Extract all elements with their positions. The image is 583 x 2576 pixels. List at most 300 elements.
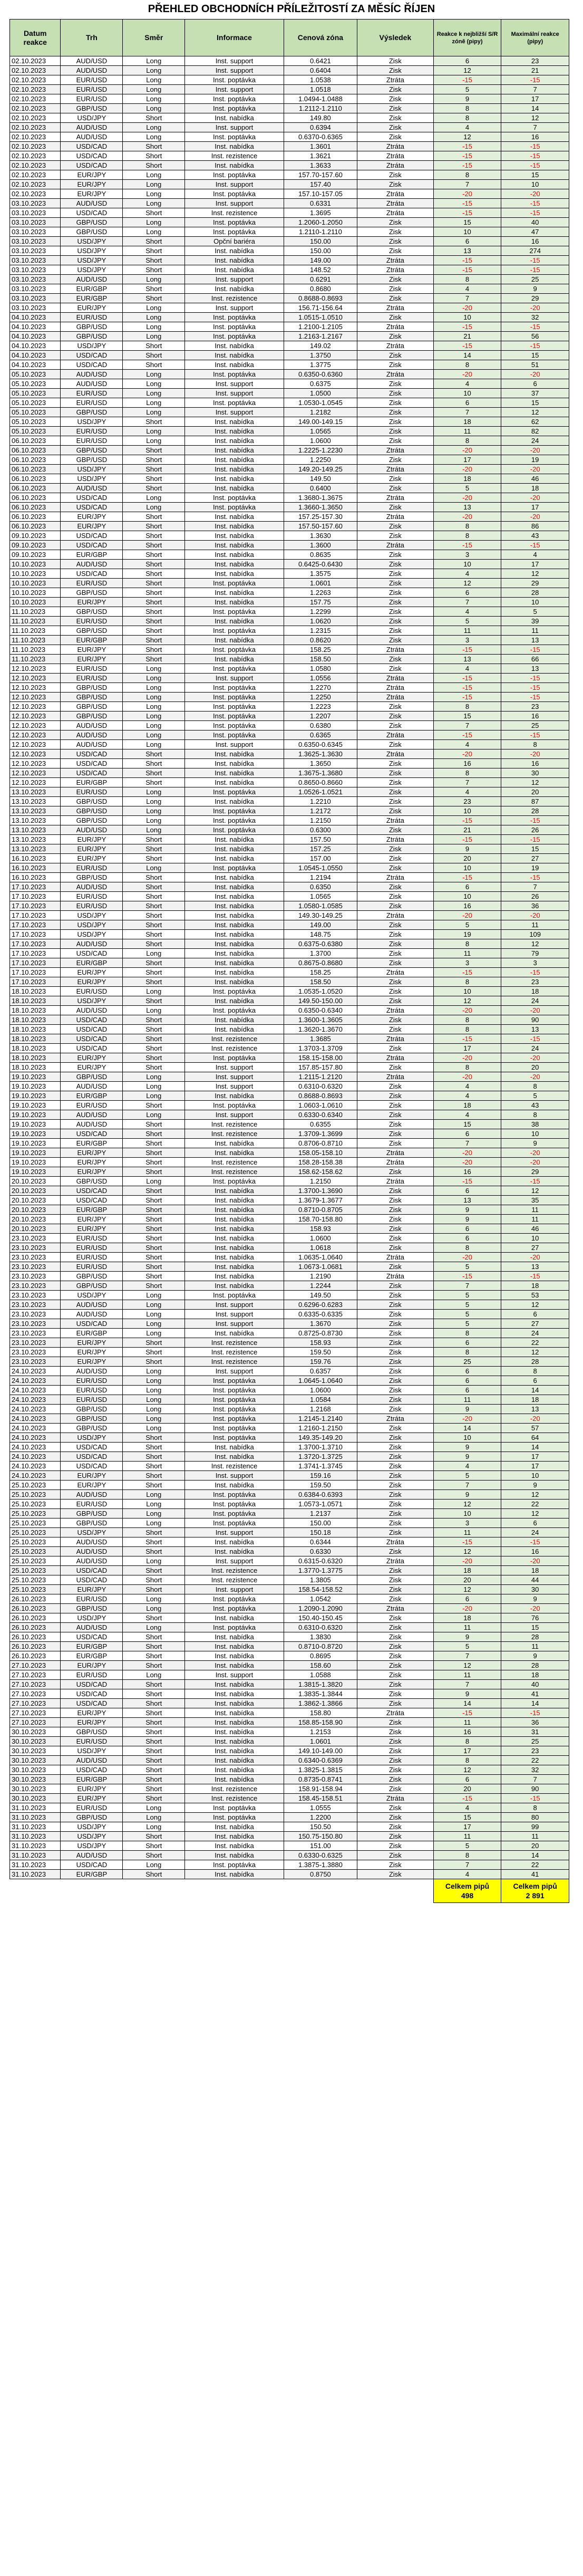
cell-date: 05.10.2023	[10, 379, 61, 389]
cell-max-reaction: 62	[501, 417, 569, 427]
cell-result: Zisk	[357, 113, 434, 123]
cell-date: 06.10.2023	[10, 493, 61, 503]
cell-info: Inst. nabídka	[185, 427, 284, 436]
cell-max-reaction: -20	[501, 1053, 569, 1063]
cell-info: Inst. nabídka	[185, 655, 284, 664]
cell-nearest-reaction: 12	[433, 1585, 501, 1594]
cell-info: Inst. poptávka	[185, 1177, 284, 1186]
cell-max-reaction: 27	[501, 854, 569, 863]
cell-result: Zisk	[357, 218, 434, 227]
cell-market: USD/JPY	[61, 113, 123, 123]
cell-nearest-reaction: -15	[433, 968, 501, 977]
cell-market: USD/CAD	[61, 1443, 123, 1452]
cell-max-reaction: 51	[501, 360, 569, 370]
cell-price-zone: 1.0584	[284, 1395, 357, 1405]
cell-date: 05.10.2023	[10, 398, 61, 408]
cell-price-zone: 151.00	[284, 1841, 357, 1851]
header-date: Datum reakce	[10, 20, 61, 56]
table-row	[10, 569, 569, 579]
cell-info: Inst. poptávka	[185, 1500, 284, 1509]
cell-nearest-reaction: 10	[433, 806, 501, 816]
table-row	[10, 522, 569, 531]
cell-direction: Short	[123, 1528, 185, 1537]
cell-result: Zisk	[357, 484, 434, 493]
cell-date: 20.10.2023	[10, 1177, 61, 1186]
cell-max-reaction: 57	[501, 1424, 569, 1433]
table-row	[10, 284, 569, 294]
cell-price-zone: 158.70-158.80	[284, 1215, 357, 1224]
cell-market: USD/CAD	[61, 360, 123, 370]
cell-info: Inst. poptávka	[185, 607, 284, 617]
cell-nearest-reaction: 8	[433, 1851, 501, 1860]
cell-date: 25.10.2023	[10, 1566, 61, 1575]
cell-price-zone: 158.93	[284, 1224, 357, 1234]
cell-price-zone: 1.0620	[284, 617, 357, 626]
cell-nearest-reaction: 11	[433, 1670, 501, 1680]
cell-nearest-reaction: 10	[433, 1509, 501, 1518]
cell-info: Inst. poptávka	[185, 1433, 284, 1443]
cell-result: Ztráta	[357, 1556, 434, 1566]
cell-result: Zisk	[357, 398, 434, 408]
cell-nearest-reaction: 15	[433, 218, 501, 227]
cell-info: Inst. poptávka	[185, 1623, 284, 1632]
cell-market: GBP/USD	[61, 455, 123, 465]
cell-price-zone: 1.2160-1.2150	[284, 1424, 357, 1433]
cell-info: Inst. nabídka	[185, 541, 284, 550]
cell-nearest-reaction: 6	[433, 1376, 501, 1386]
cell-market: USD/CAD	[61, 142, 123, 151]
cell-result: Zisk	[357, 1329, 434, 1338]
cell-max-reaction: 90	[501, 1015, 569, 1025]
cell-price-zone: 1.2250	[284, 693, 357, 702]
cell-market: EUR/JPY	[61, 1585, 123, 1594]
cell-price-zone: 1.2163-1.2167	[284, 332, 357, 341]
cell-date: 05.10.2023	[10, 427, 61, 436]
table-row	[10, 1424, 569, 1433]
cell-nearest-reaction: 7	[433, 1281, 501, 1291]
cell-nearest-reaction: -20	[433, 1053, 501, 1063]
table-row	[10, 617, 569, 626]
cell-direction: Long	[123, 1082, 185, 1091]
cell-price-zone: 157.00	[284, 854, 357, 863]
cell-nearest-reaction: -20	[433, 1253, 501, 1262]
cell-nearest-reaction: 11	[433, 626, 501, 636]
cell-price-zone: 0.8725-0.8730	[284, 1329, 357, 1338]
cell-date: 16.10.2023	[10, 854, 61, 863]
cell-result: Zisk	[357, 1139, 434, 1148]
cell-date: 16.10.2023	[10, 863, 61, 873]
table-row	[10, 132, 569, 142]
cell-price-zone: 1.3805	[284, 1575, 357, 1585]
cell-info: Inst. poptávka	[185, 1518, 284, 1528]
cell-result: Zisk	[357, 598, 434, 607]
cell-max-reaction: 22	[501, 1500, 569, 1509]
cell-market: USD/CAD	[61, 151, 123, 161]
cell-direction: Long	[123, 1091, 185, 1101]
cell-info: Inst. support	[185, 379, 284, 389]
cell-nearest-reaction: 4	[433, 607, 501, 617]
cell-result: Zisk	[357, 768, 434, 778]
cell-date: 10.10.2023	[10, 588, 61, 598]
cell-max-reaction: 37	[501, 389, 569, 398]
cell-info: Inst. poptávka	[185, 493, 284, 503]
cell-max-reaction: 15	[501, 844, 569, 854]
cell-direction: Short	[123, 1851, 185, 1860]
cell-direction: Long	[123, 123, 185, 132]
cell-price-zone: 1.2207	[284, 712, 357, 721]
cell-result: Ztráta	[357, 1006, 434, 1015]
cell-market: EUR/JPY	[61, 170, 123, 180]
cell-info: Inst. nabídka	[185, 1708, 284, 1718]
cell-direction: Long	[123, 721, 185, 730]
cell-info: Inst. poptávka	[185, 189, 284, 199]
cell-max-reaction: 16	[501, 132, 569, 142]
cell-nearest-reaction: 20	[433, 854, 501, 863]
cell-result: Ztráta	[357, 1253, 434, 1262]
cell-result: Zisk	[357, 1310, 434, 1319]
cell-market: AUD/USD	[61, 1082, 123, 1091]
table-row	[10, 237, 569, 246]
cell-market: EUR/GBP	[61, 636, 123, 645]
cell-info: Inst. nabídka	[185, 1718, 284, 1727]
table-row	[10, 1300, 569, 1310]
cell-market: USD/CAD	[61, 1129, 123, 1139]
cell-nearest-reaction: 5	[433, 1262, 501, 1272]
cell-nearest-reaction: 9	[433, 1490, 501, 1500]
cell-result: Zisk	[357, 1196, 434, 1205]
cell-direction: Short	[123, 284, 185, 294]
cell-nearest-reaction: 10	[433, 389, 501, 398]
cell-market: AUD/USD	[61, 1006, 123, 1015]
cell-price-zone: 148.75	[284, 930, 357, 939]
cell-result: Zisk	[357, 1082, 434, 1091]
cell-info: Inst. support	[185, 1300, 284, 1310]
cell-date: 06.10.2023	[10, 522, 61, 531]
cell-direction: Short	[123, 237, 185, 246]
cell-result: Zisk	[357, 1803, 434, 1813]
table-row	[10, 1518, 569, 1528]
cell-result: Zisk	[357, 474, 434, 484]
cell-price-zone: 158.54-158.52	[284, 1585, 357, 1594]
cell-price-zone: 0.6404	[284, 66, 357, 75]
cell-max-reaction: 28	[501, 806, 569, 816]
cell-nearest-reaction: -20	[433, 1556, 501, 1566]
cell-nearest-reaction: 8	[433, 170, 501, 180]
cell-direction: Short	[123, 341, 185, 351]
cell-result: Zisk	[357, 1471, 434, 1481]
cell-price-zone: 158.15-158.00	[284, 1053, 357, 1063]
cell-date: 06.10.2023	[10, 512, 61, 522]
cell-direction: Short	[123, 1281, 185, 1291]
cell-price-zone: 1.3700-1.3710	[284, 1443, 357, 1452]
cell-price-zone: 1.0601	[284, 1737, 357, 1746]
cell-date: 25.10.2023	[10, 1585, 61, 1594]
table-row	[10, 1433, 569, 1443]
cell-nearest-reaction: -15	[433, 683, 501, 693]
cell-info: Inst. rezistence	[185, 1794, 284, 1803]
cell-info: Inst. nabídka	[185, 465, 284, 474]
cell-info: Inst. nabídka	[185, 1205, 284, 1215]
cell-info: Inst. nabídka	[185, 1329, 284, 1338]
cell-max-reaction: -15	[501, 1708, 569, 1718]
cell-result: Ztráta	[357, 541, 434, 550]
cell-market: EUR/USD	[61, 1594, 123, 1604]
cell-price-zone: 1.3695	[284, 208, 357, 218]
table-row	[10, 1841, 569, 1851]
cell-date: 11.10.2023	[10, 655, 61, 664]
cell-info: Inst. poptávka	[185, 1101, 284, 1110]
cell-market: EUR/USD	[61, 398, 123, 408]
cell-info: Inst. nabídka	[185, 341, 284, 351]
cell-direction: Long	[123, 730, 185, 740]
cell-price-zone: 1.3741-1.3745	[284, 1462, 357, 1471]
cell-date: 18.10.2023	[10, 996, 61, 1006]
cell-date: 23.10.2023	[10, 1272, 61, 1281]
cell-nearest-reaction: 5	[433, 1319, 501, 1329]
cell-max-reaction: 32	[501, 1765, 569, 1775]
cell-direction: Short	[123, 1481, 185, 1490]
cell-nearest-reaction: 12	[433, 1500, 501, 1509]
cell-info: Inst. nabídka	[185, 1262, 284, 1272]
cell-price-zone: 0.6296-0.6283	[284, 1300, 357, 1310]
table-row	[10, 1537, 569, 1547]
cell-nearest-reaction: 8	[433, 768, 501, 778]
cell-price-zone: 149.20-149.25	[284, 465, 357, 474]
cell-max-reaction: 7	[501, 882, 569, 892]
cell-date: 02.10.2023	[10, 66, 61, 75]
cell-direction: Long	[123, 227, 185, 237]
cell-nearest-reaction: 7	[433, 721, 501, 730]
cell-result: Zisk	[357, 882, 434, 892]
cell-direction: Long	[123, 1376, 185, 1386]
cell-max-reaction: -20	[501, 465, 569, 474]
cell-max-reaction: 12	[501, 778, 569, 787]
cell-price-zone: 1.0530-1.0545	[284, 398, 357, 408]
cell-date: 27.10.2023	[10, 1680, 61, 1689]
cell-max-reaction: 274	[501, 246, 569, 256]
cell-info: Inst. nabídka	[185, 1765, 284, 1775]
cell-date: 04.10.2023	[10, 341, 61, 351]
cell-result: Ztráta	[357, 1158, 434, 1167]
cell-market: USD/JPY	[61, 1832, 123, 1841]
cell-market: GBP/USD	[61, 588, 123, 598]
cell-max-reaction: 47	[501, 227, 569, 237]
cell-date: 27.10.2023	[10, 1670, 61, 1680]
cell-date: 26.10.2023	[10, 1604, 61, 1613]
cell-price-zone: 0.6350-0.6360	[284, 370, 357, 379]
cell-nearest-reaction: 3	[433, 636, 501, 645]
cell-market: EUR/USD	[61, 85, 123, 94]
cell-max-reaction: 8	[501, 740, 569, 749]
cell-date: 17.10.2023	[10, 892, 61, 901]
cell-date: 24.10.2023	[10, 1414, 61, 1424]
cell-info: Inst. poptávka	[185, 75, 284, 85]
cell-max-reaction: 20	[501, 1063, 569, 1072]
cell-direction: Long	[123, 170, 185, 180]
cell-max-reaction: 6	[501, 1518, 569, 1528]
cell-result: Zisk	[357, 1300, 434, 1310]
table-row	[10, 844, 569, 854]
cell-max-reaction: 19	[501, 455, 569, 465]
cell-market: GBP/USD	[61, 1281, 123, 1291]
cell-result: Zisk	[357, 721, 434, 730]
table-row	[10, 1053, 569, 1063]
cell-date: 24.10.2023	[10, 1443, 61, 1452]
cell-market: EUR/USD	[61, 1386, 123, 1395]
cell-info: Inst. poptávka	[185, 1860, 284, 1870]
cell-nearest-reaction: 4	[433, 284, 501, 294]
cell-direction: Short	[123, 873, 185, 882]
cell-nearest-reaction: -15	[433, 75, 501, 85]
table-row	[10, 332, 569, 341]
table-row	[10, 1566, 569, 1575]
cell-price-zone: 0.8695	[284, 1651, 357, 1661]
cell-date: 20.10.2023	[10, 1215, 61, 1224]
cell-nearest-reaction: 6	[433, 1234, 501, 1243]
cell-info: Inst. poptávka	[185, 370, 284, 379]
cell-direction: Short	[123, 465, 185, 474]
cell-result: Ztráta	[357, 370, 434, 379]
cell-nearest-reaction: -15	[433, 1537, 501, 1547]
cell-result: Zisk	[357, 712, 434, 721]
cell-max-reaction: 10	[501, 1129, 569, 1139]
cell-max-reaction: 29	[501, 1167, 569, 1177]
cell-market: USD/CAD	[61, 768, 123, 778]
cell-info: Inst. poptávka	[185, 94, 284, 104]
cell-price-zone: 0.8688-0.8693	[284, 294, 357, 303]
cell-market: USD/JPY	[61, 246, 123, 256]
cell-direction: Short	[123, 1215, 185, 1224]
cell-market: AUD/USD	[61, 56, 123, 66]
cell-info: Inst. poptávka	[185, 503, 284, 512]
cell-direction: Long	[123, 1860, 185, 1870]
cell-nearest-reaction: 9	[433, 1632, 501, 1642]
cell-max-reaction: 23	[501, 1746, 569, 1756]
cell-max-reaction: 22	[501, 1338, 569, 1348]
cell-date: 02.10.2023	[10, 94, 61, 104]
cell-nearest-reaction: 15	[433, 712, 501, 721]
cell-price-zone: 0.6331	[284, 199, 357, 208]
cell-price-zone: 158.50	[284, 977, 357, 987]
cell-nearest-reaction: 6	[433, 237, 501, 246]
cell-max-reaction: 16	[501, 759, 569, 768]
cell-price-zone: 1.0542	[284, 1594, 357, 1604]
cell-market: GBP/USD	[61, 712, 123, 721]
cell-date: 19.10.2023	[10, 1091, 61, 1101]
cell-nearest-reaction: 13	[433, 246, 501, 256]
table-row	[10, 1756, 569, 1765]
cell-max-reaction: 9	[501, 1651, 569, 1661]
cell-price-zone: 157.50-157.60	[284, 522, 357, 531]
table-row	[10, 768, 569, 778]
cell-market: EUR/JPY	[61, 1348, 123, 1357]
cell-nearest-reaction: 4	[433, 1091, 501, 1101]
cell-info: Inst. support	[185, 1310, 284, 1319]
cell-result: Zisk	[357, 332, 434, 341]
table-row	[10, 199, 569, 208]
cell-nearest-reaction: 5	[433, 1300, 501, 1310]
cell-price-zone: 1.2110-1.2110	[284, 227, 357, 237]
cell-date: 02.10.2023	[10, 161, 61, 170]
table-row	[10, 778, 569, 787]
cell-direction: Short	[123, 1471, 185, 1481]
cell-direction: Long	[123, 275, 185, 284]
cell-max-reaction: 6	[501, 1310, 569, 1319]
cell-info: Inst. rezistence	[185, 1167, 284, 1177]
cell-max-reaction: 13	[501, 664, 569, 674]
cell-direction: Long	[123, 1386, 185, 1395]
cell-price-zone: 1.3600	[284, 541, 357, 550]
cell-max-reaction: 39	[501, 617, 569, 626]
cell-nearest-reaction: 4	[433, 1082, 501, 1091]
cell-date: 18.10.2023	[10, 1053, 61, 1063]
cell-result: Zisk	[357, 284, 434, 294]
cell-nearest-reaction: -20	[433, 1072, 501, 1082]
cell-date: 12.10.2023	[10, 721, 61, 730]
table-row	[10, 256, 569, 265]
cell-direction: Short	[123, 854, 185, 863]
cell-date: 04.10.2023	[10, 313, 61, 322]
cell-info: Inst. poptávka	[185, 712, 284, 721]
cell-direction: Long	[123, 389, 185, 398]
cell-info: Inst. nabídka	[185, 1775, 284, 1784]
cell-nearest-reaction: 16	[433, 901, 501, 911]
cell-max-reaction: 7	[501, 123, 569, 132]
cell-date: 24.10.2023	[10, 1462, 61, 1471]
cell-nearest-reaction: -20	[433, 446, 501, 455]
cell-date: 24.10.2023	[10, 1452, 61, 1462]
page-title: PŘEHLED OBCHODNÍCH PŘÍLEŽITOSTÍ ZA MĚSÍC ŘÍJEN	[148, 3, 435, 15]
cell-date: 26.10.2023	[10, 1642, 61, 1651]
cell-result: Zisk	[357, 1376, 434, 1386]
cell-price-zone: 1.2145-1.2140	[284, 1414, 357, 1424]
cell-price-zone: 1.3621	[284, 151, 357, 161]
cell-result: Zisk	[357, 1129, 434, 1139]
cell-max-reaction: 18	[501, 484, 569, 493]
cell-price-zone: 1.0601	[284, 579, 357, 588]
cell-price-zone: 0.8735-0.8741	[284, 1775, 357, 1784]
cell-result: Zisk	[357, 436, 434, 446]
cell-date: 13.10.2023	[10, 825, 61, 835]
cell-price-zone: 159.50	[284, 1481, 357, 1490]
cell-market: AUD/USD	[61, 1756, 123, 1765]
cell-price-zone: 0.8675-0.8680	[284, 958, 357, 968]
cell-max-reaction: 10	[501, 1234, 569, 1243]
cell-max-reaction: 23	[501, 56, 569, 66]
cell-max-reaction: 24	[501, 436, 569, 446]
table-row	[10, 1860, 569, 1870]
table-row	[10, 901, 569, 911]
cell-info: Inst. nabídka	[185, 474, 284, 484]
table-row	[10, 702, 569, 712]
table-row	[10, 446, 569, 455]
cell-result: Zisk	[357, 180, 434, 189]
cell-max-reaction: -15	[501, 208, 569, 218]
cell-price-zone: 1.2250	[284, 455, 357, 465]
cell-date: 30.10.2023	[10, 1794, 61, 1803]
cell-direction: Short	[123, 1167, 185, 1177]
cell-max-reaction: 7	[501, 1775, 569, 1784]
cell-max-reaction: 40	[501, 218, 569, 227]
cell-nearest-reaction: 17	[433, 1044, 501, 1053]
cell-date: 17.10.2023	[10, 968, 61, 977]
cell-market: EUR/USD	[61, 892, 123, 901]
cell-info: Inst. nabídka	[185, 1243, 284, 1253]
cell-date: 19.10.2023	[10, 1139, 61, 1148]
cell-info: Inst. nabídka	[185, 892, 284, 901]
cell-nearest-reaction: 8	[433, 1348, 501, 1357]
cell-date: 25.10.2023	[10, 1556, 61, 1566]
